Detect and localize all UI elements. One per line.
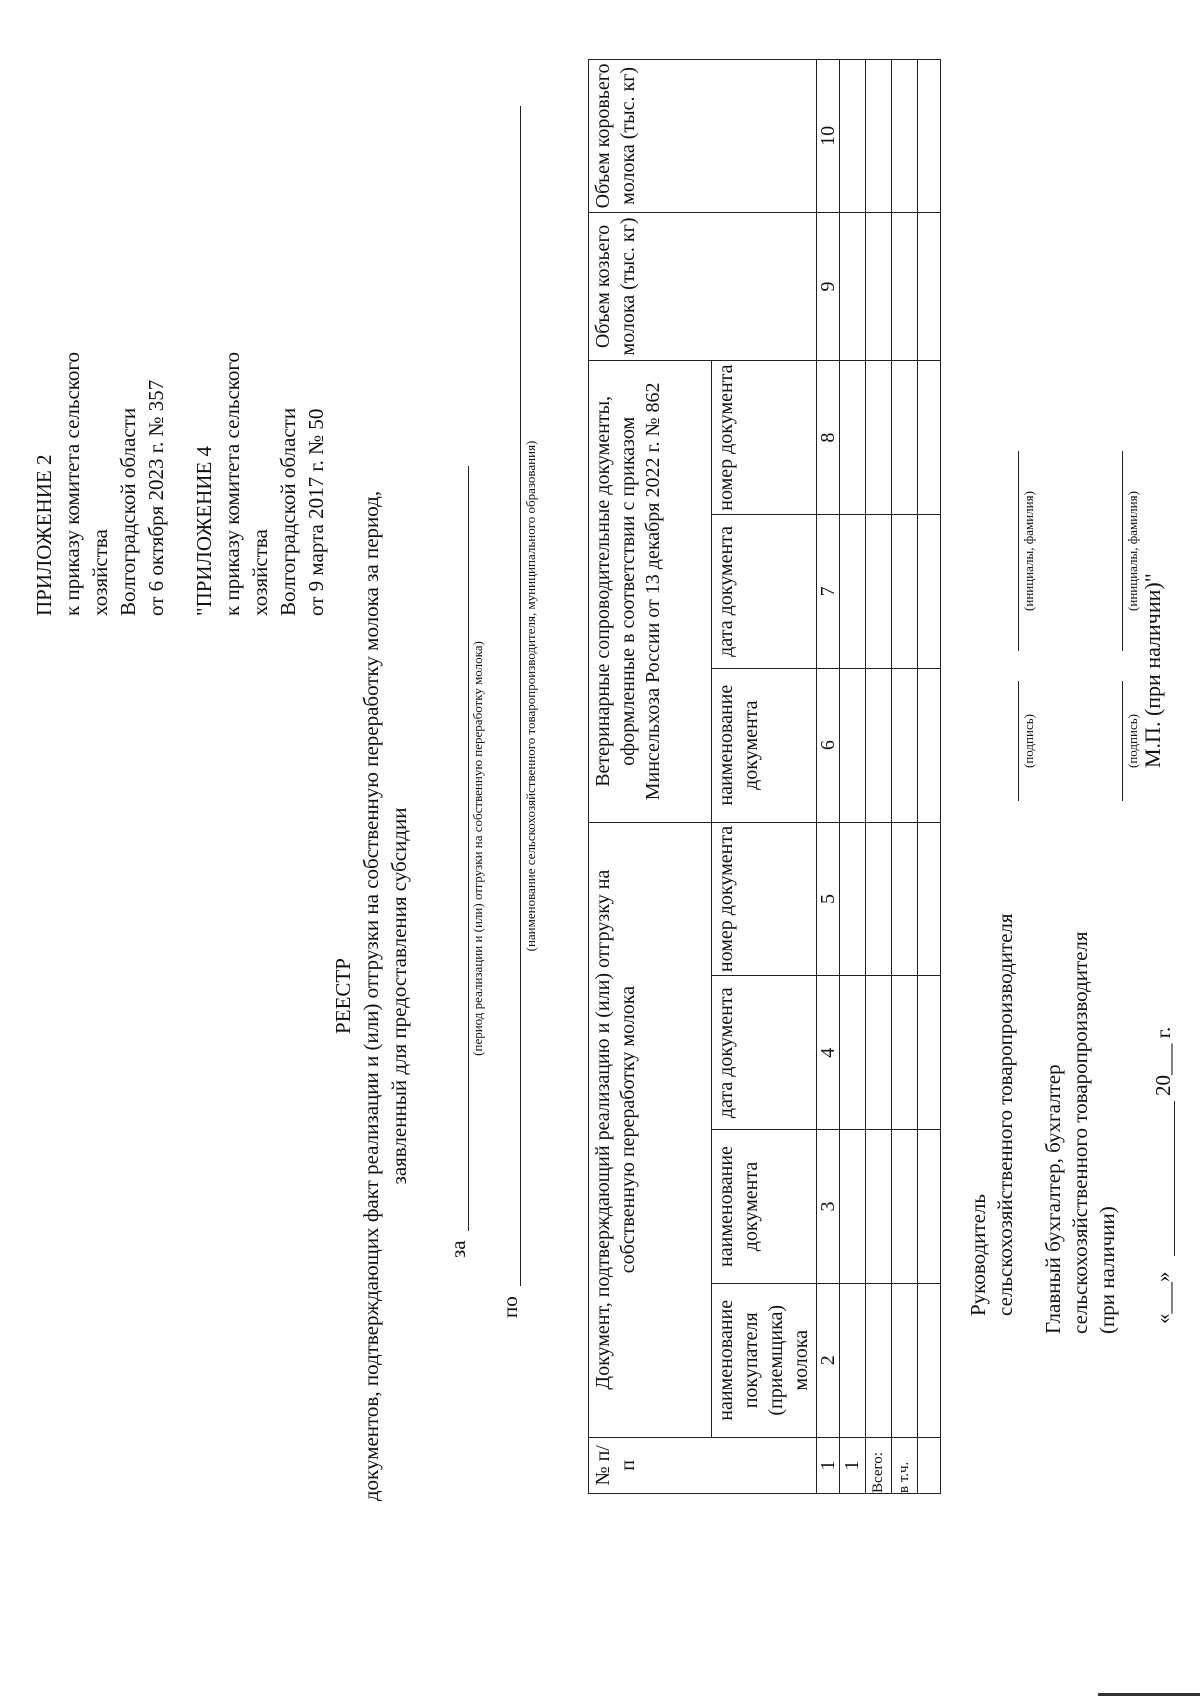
table-cell[interactable] <box>840 822 866 976</box>
producer-label: по <box>498 1296 522 1318</box>
head-name-caption: (инициалы, фамилия) <box>1021 491 1036 611</box>
column-number-row <box>817 60 840 1494</box>
accountant-name-line[interactable] <box>1122 451 1123 651</box>
col-header-vet-date: дата документа <box>712 515 817 669</box>
column-number: 8 <box>817 361 840 515</box>
accountant-title-cont: сельскохозяйственного товаропроизводителя <box>1068 931 1092 1334</box>
table-cell[interactable] <box>866 1283 892 1437</box>
table-cell[interactable] <box>918 668 941 822</box>
col-header-vet-number: номер документа <box>712 361 817 515</box>
column-number: 6 <box>817 668 840 822</box>
table-cell[interactable] <box>918 822 941 976</box>
table-cell[interactable] <box>866 668 892 822</box>
table-cell[interactable] <box>892 668 918 822</box>
table-cell[interactable] <box>866 822 892 976</box>
accountant-title-note: (при наличии) <box>1095 1206 1119 1334</box>
table-cell[interactable] <box>892 976 918 1130</box>
appendix-4-line: хозяйства <box>248 529 272 616</box>
col-header-doc-date: дата документа <box>712 976 817 1130</box>
accountant-signature-line[interactable] <box>1122 681 1123 801</box>
producer-caption: (наименование сельскохозяйственного товаропроизводителя, муниципального образования) <box>523 440 538 952</box>
table-cell[interactable] <box>918 361 941 515</box>
table-cell[interactable] <box>840 515 866 669</box>
document-subtitle: документов, подтверждающих факт реализации и (или) отгрузки на собственную переработку молока за период, <box>359 490 383 1502</box>
table-cell[interactable] <box>866 212 892 360</box>
row-label: 1 <box>840 1437 866 1493</box>
appendix-header <box>30 56 330 616</box>
table-cell[interactable] <box>892 1130 918 1284</box>
accountant-name-caption: (инициалы, фамилия) <box>1125 491 1140 611</box>
table-cell[interactable] <box>840 1130 866 1284</box>
period-caption: (период реализации и (или) отгрузки на собственную переработку молока) <box>470 641 485 1056</box>
table-cell[interactable] <box>892 822 918 976</box>
group-header-shipment: Документ, подтверждающий реализацию и (или) отгрузку на собственную переработку молока <box>589 822 712 1437</box>
table-cell[interactable] <box>840 1283 866 1437</box>
table-cell[interactable] <box>840 668 866 822</box>
document-title: РЕЕСТР <box>331 958 355 1034</box>
row-label: в т.ч. <box>892 1437 918 1493</box>
row-label <box>918 1437 941 1493</box>
table-cell[interactable] <box>866 361 892 515</box>
table-cell[interactable] <box>840 361 866 515</box>
table-cell[interactable] <box>866 976 892 1130</box>
column-number: 5 <box>817 822 840 976</box>
registry-table <box>588 59 941 1494</box>
table-cell[interactable] <box>892 212 918 360</box>
column-number: 4 <box>817 976 840 1130</box>
accountant-title: Главный бухгалтер, бухгалтер <box>1041 1064 1065 1334</box>
appendix-4-line: к приказу комитета сельского <box>220 351 244 616</box>
appendix-2-line: к приказу комитета сельского <box>60 351 84 616</box>
period-label: за <box>446 1240 470 1258</box>
table-cell[interactable] <box>892 60 918 213</box>
date-year: 20___ г. <box>1151 1026 1175 1096</box>
appendix-2-line: хозяйства <box>88 529 112 616</box>
table-cell[interactable] <box>918 1130 941 1284</box>
table-cell[interactable] <box>918 60 941 213</box>
period-line[interactable] <box>468 466 469 1231</box>
column-number: 1 <box>817 1437 840 1493</box>
table-cell[interactable] <box>918 515 941 669</box>
table-cell[interactable] <box>840 212 866 360</box>
group-header-vet: Ветеринарные сопроводительные документы, оформленные в соответствии с приказом Минсельхоза России от 13 декабря 2022 г. № 862 <box>589 361 712 822</box>
col-header-number: № п/п <box>589 1437 817 1493</box>
table-cell[interactable] <box>892 515 918 669</box>
col-header-cow-milk: Объем коровьего молока (тыс. кг) <box>589 60 817 213</box>
producer-line[interactable] <box>520 106 521 1286</box>
table-cell[interactable] <box>918 976 941 1130</box>
head-signature-line[interactable] <box>1018 681 1019 801</box>
table-cell[interactable] <box>892 361 918 515</box>
accountant-signature-caption: (подпись) <box>1125 714 1140 768</box>
table-row-empty <box>918 60 941 1494</box>
table-cell[interactable] <box>840 60 866 213</box>
stamp-place: М.П. (при наличии)" <box>1140 573 1165 768</box>
col-header-goat-milk: Объем козьего молока (тыс. кг) <box>589 212 817 360</box>
document-subtitle-cont: заявленный для предоставления субсидии <box>387 807 411 1185</box>
col-header-vet-name: наименование документа <box>712 668 817 822</box>
date-day: «___» <box>1151 1271 1175 1324</box>
col-header-buyer: наименование покупателя (приемщика) молока <box>712 1283 817 1437</box>
appendix-2-title: ПРИЛОЖЕНИЕ 2 <box>32 454 56 616</box>
table-cell[interactable] <box>918 1283 941 1437</box>
appendix-4-line: Волгоградской области <box>276 407 300 616</box>
accountant-signature-label <box>1040 814 1121 1334</box>
col-header-doc-number: номер документа <box>712 822 817 976</box>
table-cell[interactable] <box>866 60 892 213</box>
table-cell[interactable] <box>840 976 866 1130</box>
column-number: 9 <box>817 212 840 360</box>
head-signature-label <box>965 816 1019 1316</box>
head-title: Руководитель <box>966 1194 990 1316</box>
table-cell[interactable] <box>892 1283 918 1437</box>
table-row-including <box>892 60 918 1494</box>
column-number: 10 <box>817 60 840 213</box>
appendix-4-title: "ПРИЛОЖЕНИЕ 4 <box>192 445 216 616</box>
table-row <box>840 60 866 1494</box>
table-cell[interactable] <box>866 1130 892 1284</box>
appendix-2-line: от 6 октября 2023 г. № 357 <box>144 379 168 616</box>
date-month-line[interactable] <box>1174 1101 1175 1256</box>
column-number: 3 <box>817 1130 840 1284</box>
column-number: 7 <box>817 515 840 669</box>
col-header-doc-name: наименование документа <box>712 1130 817 1284</box>
column-number: 2 <box>817 1283 840 1437</box>
appendix-2-line: Волгоградской области <box>116 407 140 616</box>
head-title-cont: сельскохозяйственного товаропроизводителя <box>993 913 1017 1316</box>
table-cell[interactable] <box>918 212 941 360</box>
head-name-line[interactable] <box>1018 451 1019 651</box>
row-label: Всего: <box>866 1437 892 1493</box>
table-row-total <box>866 60 892 1494</box>
head-signature-caption: (подпись) <box>1021 714 1036 768</box>
table-cell[interactable] <box>866 515 892 669</box>
appendix-4-line: от 9 марта 2017 г. № 50 <box>304 408 328 616</box>
